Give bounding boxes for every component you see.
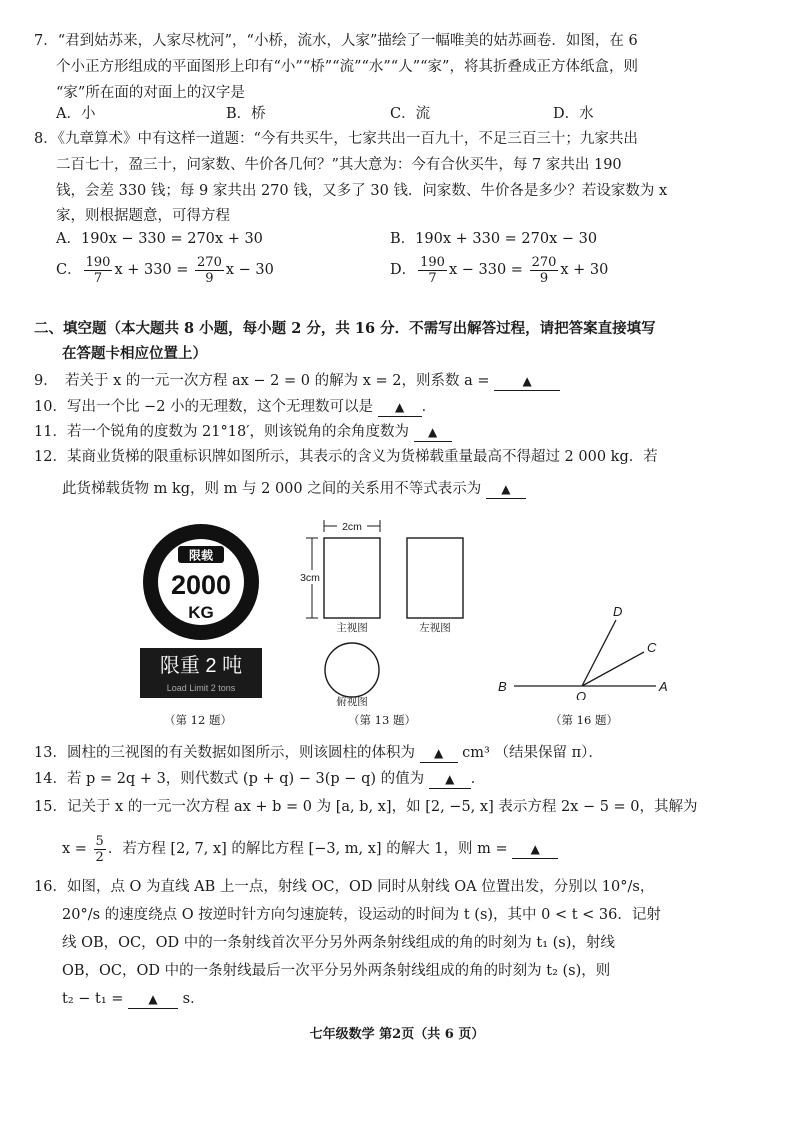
page-footer: 七年级数学 第2页（共 6 页） <box>309 1027 485 1042</box>
q8-option-c <box>56 250 274 290</box>
left-view-rect <box>407 538 463 618</box>
top-view-circle <box>325 643 379 697</box>
q8-line2: 二百七十，盈三十，问家数、牛价各几何？”其大意为：今有合伙买牛，每 7 家共出 190 <box>56 157 622 173</box>
triangle-icon: ▲ <box>522 374 532 388</box>
left-view-label: 左视图 <box>419 622 451 634</box>
sign-number: 2000 <box>170 570 232 600</box>
frac-den: 9 <box>205 270 214 286</box>
q8-option-c-end: x − 30 <box>225 262 274 278</box>
fig13-caption: （第 13 题） <box>348 713 416 727</box>
q8-option-d-label: D． <box>390 262 417 278</box>
q10-tail: ． <box>421 399 437 415</box>
q15-line2-text: ．若方程 [2, 7, x] 的解比方程 [−3, m, x] 的解大 1，则 m = <box>107 841 508 857</box>
dim-height-label: 3cm <box>300 572 320 584</box>
frac-den: 7 <box>93 270 103 286</box>
q9-answer-blank[interactable] <box>494 372 560 391</box>
frac-num: 5 <box>95 833 104 849</box>
q8-option-d <box>390 250 608 290</box>
triangle-icon: ▲ <box>148 992 158 1006</box>
frac-den: 2 <box>95 849 104 865</box>
q7-line2: 个小正方形组成的平面图形上印有“小”“桥”“流”“水”“人”“家”，将其折叠成正方体纸盒，则 <box>56 59 638 75</box>
front-view-rect <box>324 538 380 618</box>
fig16-rays <box>492 600 682 700</box>
point-b-label: B <box>498 679 507 694</box>
q7-option-c: C．流 <box>390 106 431 122</box>
q8-line3: 钱，会差 330 钱；每 9 家共出 270 钱，又多了 30 钱．问家数、牛价各是多少？若设家数为 x <box>56 183 668 199</box>
q16-line2: 20°/s 的速度绕点 O 按逆时针方向匀速旋转，设运动的时间为 t (s)，其中 0 < t < 36．记射 <box>62 907 661 923</box>
q10-text: 10．写出一个比 −2 小的无理数，这个无理数可以是 <box>34 399 374 415</box>
q14-tail: ． <box>470 771 486 787</box>
front-view-label: 主视图 <box>336 622 368 634</box>
section2-heading-line2: 在答题卡相应位置上） <box>62 345 207 362</box>
q8-option-c-mid: x + 330 = <box>114 262 189 278</box>
sign-unit: KG <box>188 603 214 622</box>
q16-tail: s． <box>182 991 205 1007</box>
q16-line3: 线 OB，OC，OD 中的一条射线首次平分另外两条射线组成的角的时刻为 t₁ (s)，射线 <box>62 935 615 951</box>
q14-text: 14．若 p = 2q + 3，则代数式 (p + q) − 3(p − q) 的值为 <box>34 771 425 787</box>
triangle-icon: ▲ <box>433 746 444 760</box>
sign-banner-text: 限重 2 吨 <box>159 655 243 677</box>
fig16-caption: （第 16 题） <box>550 713 618 727</box>
q7-option-b: B．桥 <box>226 106 266 122</box>
q8-option-c-label: C． <box>56 262 82 278</box>
fig12-load-limit-sign <box>138 522 264 702</box>
frac-den: 9 <box>539 270 549 286</box>
q15-frac <box>94 834 106 865</box>
q8-d-frac-190 <box>418 255 447 286</box>
q8-line1: 8．《九章算术》中有这样一道题：“今有共买牛，七家共出一百九十，不足三百三十；九家共出 <box>34 131 638 147</box>
q11-text: 11．若一个锐角的度数为 21°18′，则该锐角的余角度数为 <box>34 424 410 440</box>
q16-line4: OB，OC，OD 中的一条射线最后一次平分另外两条射线组成的角的时刻为 t₂ (s)，则 <box>62 963 611 979</box>
section2-heading-line1: 二、填空题（本大题共 8 小题，每小题 2 分，共 16 分．不需写出解答过程，请把答案直接填写 <box>34 320 656 337</box>
point-o-label: O <box>576 689 587 700</box>
q12-line2 <box>62 478 526 500</box>
q15-line2-start: x = <box>62 841 87 857</box>
frac-den: 7 <box>428 270 437 286</box>
triangle-icon: ▲ <box>530 842 540 856</box>
q16-answer-blank[interactable] <box>128 990 178 1009</box>
q8-option-d-mid: x − 330 = <box>448 262 523 278</box>
q11 <box>34 421 452 443</box>
q15-line1: 15．记关于 x 的一元一次方程 ax + b = 0 为 [a, b, x]，如 [2, −5, x] 表示方程 2x − 5 = 0，其解为 <box>34 799 698 815</box>
q7-line1: 7．“君到姑苏来，人家尽枕河”，“小桥，流水，人家”描绘了一幅唯美的姑苏画卷．如图，在 6 <box>34 33 638 49</box>
q11-answer-blank[interactable] <box>414 423 452 442</box>
point-d-label: D <box>613 604 623 619</box>
q16-line5 <box>62 988 205 1010</box>
frac-num: 270 <box>197 254 222 270</box>
triangle-icon: ▲ <box>395 400 405 414</box>
q8-c-frac-270 <box>195 255 224 286</box>
fig12-caption: （第 12 题） <box>164 713 232 727</box>
triangle-icon: ▲ <box>501 482 511 496</box>
q8-d-frac-270 <box>530 255 559 286</box>
sign-top-text: 限载 <box>188 548 214 563</box>
q15-line2 <box>62 830 558 868</box>
q9 <box>34 370 560 392</box>
q15-answer-blank[interactable] <box>512 840 558 859</box>
q7-option-a: A．小 <box>56 106 96 122</box>
q12-line1: 12．某商业货梯的限重标识牌如图所示，其表示的含义为货梯载重量最高不得超过 2 000 kg．若 <box>34 449 658 465</box>
q16-line1: 16．如图，点 O 为直线 AB 上一点，射线 OC，OD 同时从射线 OA 位置出发，分别以 10°/s， <box>34 879 655 895</box>
q13 <box>34 742 603 764</box>
q8-option-d-end: x + 30 <box>560 262 609 278</box>
sign-banner-sub: Load Limit 2 tons <box>166 683 236 693</box>
point-a-label: A <box>659 679 668 694</box>
q9-text: 9． 若关于 x 的一元一次方程 ax − 2 = 0 的解为 x = 2，则系数 a = <box>34 373 490 389</box>
q7-option-d: D．水 <box>553 106 594 122</box>
q14-answer-blank[interactable] <box>429 770 471 789</box>
frac-num: 190 <box>85 254 111 270</box>
triangle-icon: ▲ <box>445 772 455 786</box>
point-c-label: C <box>647 640 657 655</box>
frac-num: 270 <box>531 254 557 270</box>
q14 <box>34 768 485 790</box>
q10-answer-blank[interactable] <box>378 398 422 417</box>
q13-tail: cm³ （结果保留 π）． <box>462 745 603 761</box>
q16-line5-text: t₂ − t₁ = <box>62 991 124 1007</box>
q13-text: 13．圆柱的三视图的有关数据如图所示，则该圆柱的体积为 <box>34 745 415 761</box>
q8-c-frac-190 <box>84 255 113 286</box>
q8-option-b: B．190x + 330 = 270x − 30 <box>390 231 598 247</box>
fig13-three-views <box>292 506 482 706</box>
top-view-label: 俯视图 <box>336 696 368 706</box>
q8-line4: 家，则根据题意，可得方程 <box>56 208 230 224</box>
q12-line2-text: 此货梯载货物 m kg，则 m 与 2 000 之间的关系用不等式表示为 <box>62 481 482 497</box>
q13-answer-blank[interactable] <box>420 744 458 763</box>
q12-answer-blank[interactable] <box>486 480 526 499</box>
frac-num: 190 <box>420 254 445 270</box>
q8-option-a: A．190x − 330 = 270x + 30 <box>56 231 263 247</box>
triangle-icon: ▲ <box>428 425 438 439</box>
q7-line3: “家”所在面的对面上的汉字是 <box>56 85 245 101</box>
q10 <box>34 396 436 418</box>
dim-width-label: 2cm <box>342 521 362 533</box>
